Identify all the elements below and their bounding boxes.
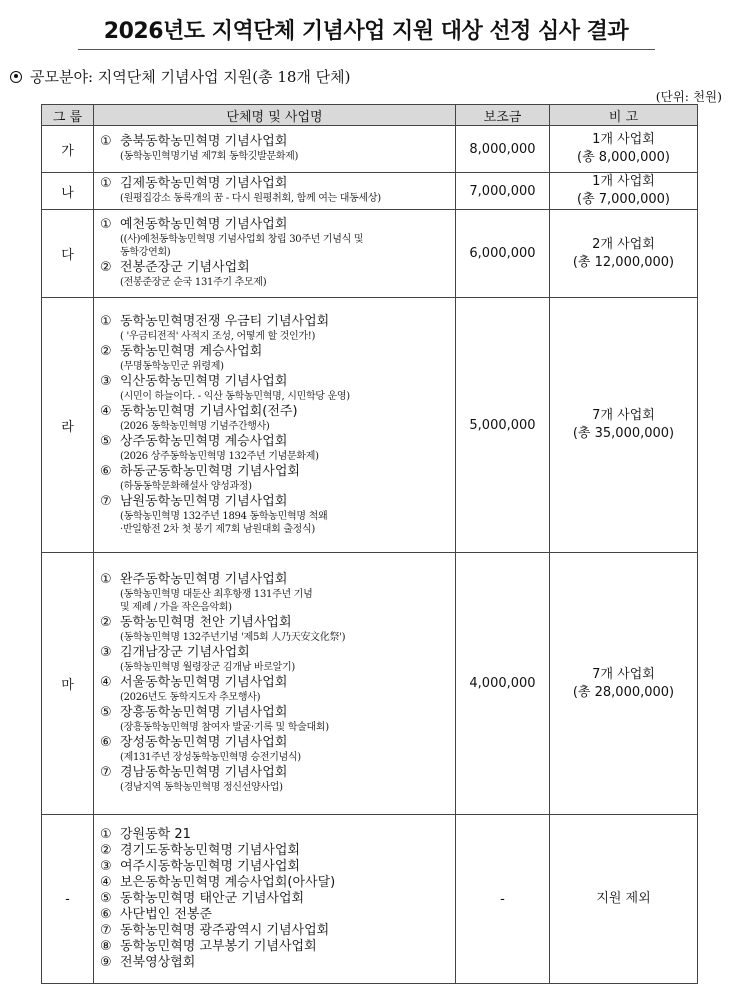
organization-item: [100, 615, 451, 631]
organization-name: 완주동학농민혁명 기념사업회: [120, 572, 288, 587]
group-cell: 라: [42, 298, 94, 553]
organization-name: 남원동학농민혁명 기념사업회: [120, 493, 288, 509]
remarks-cell: [550, 173, 698, 210]
item-number: ④: [100, 875, 112, 890]
organization-name: 경남동학농민혁명 기념사업회: [120, 765, 288, 780]
unit-label: (단위: 천원): [655, 89, 722, 104]
item-number: ⑤: [100, 433, 112, 449]
organization-name: 동학농민혁명 계승사업회: [120, 343, 263, 359]
organizations-cell: [94, 126, 456, 173]
header-remarks: 비 고: [550, 105, 698, 126]
project-name: (하동동학문화해설사 양성과정): [120, 480, 252, 492]
organization-item: [100, 374, 451, 390]
item-number: ①: [100, 572, 112, 587]
header-subsidy: 보조금: [456, 105, 550, 126]
category-line: [10, 66, 351, 87]
table-row: [42, 126, 698, 173]
organization-item: [100, 765, 451, 781]
organization-item: [100, 675, 451, 691]
item-number: ⑥: [100, 907, 112, 922]
project-name: ((사)예천동학농민혁명 기념사업회 창립 30주년 기념식 및 동학강연회): [120, 234, 364, 258]
organization-name: 동학농민혁명전쟁 우금티 기념사업회: [120, 313, 330, 329]
organization-name: 익산동학농민혁명 기념사업회: [120, 373, 288, 389]
project-name: (2026 상주동학농민혁명 132주년 기념문화제): [120, 450, 319, 462]
organization-item: [100, 843, 451, 859]
organization-name: 김개남장군 기념사업회: [120, 645, 250, 660]
organization-name: 장흥동학농민혁명 기념사업회: [120, 705, 288, 720]
organization-name: 동학농민혁명 기념사업회(전주): [120, 403, 298, 419]
organization-item: [100, 923, 451, 939]
organization-name: 사단법인 전봉준: [120, 907, 213, 922]
header-organization: 단체명 및 사업명: [94, 105, 456, 126]
project-name: (동학농민혁명 대둔산 최후항쟁 131주년 기념 및 제례 / 가을 작은음악회): [120, 589, 313, 613]
item-number: ①: [100, 134, 112, 149]
organization-item: [100, 955, 451, 971]
organization-item: [100, 939, 451, 955]
results-table: [41, 104, 698, 984]
remarks-cell: [550, 298, 698, 553]
group-cell: 가: [42, 126, 94, 173]
project-name: (동학농민혁명기념 제7회 동학깃발문화제): [120, 151, 299, 162]
organization-item: [100, 875, 451, 891]
subsidy-cell: 7,000,000: [456, 173, 550, 210]
project-name: (장흥동학농민혁명 참여자 발굴·기록 및 학술대회): [120, 722, 329, 733]
organization-item: [100, 907, 451, 923]
table-row: [42, 815, 698, 984]
item-number: ③: [100, 373, 112, 389]
table-row: [42, 210, 698, 298]
organization-name: 상주동학농민혁명 계승사업회: [120, 433, 288, 449]
group-cell: -: [42, 815, 94, 984]
item-number: ⑨: [100, 955, 112, 970]
table-row: [42, 298, 698, 553]
organization-item: [100, 494, 451, 510]
table-row: [42, 173, 698, 210]
project-name: (경남지역 동학농민혁명 정신선양사업): [120, 782, 283, 793]
organization-item: [100, 134, 451, 150]
organization-item: [100, 891, 451, 907]
remarks-text: 1개 사업회 (총 8,000,000): [577, 132, 670, 165]
item-number: ⑦: [100, 493, 112, 509]
organization-name: 동학농민혁명 천안 기념사업회: [120, 615, 292, 630]
organizations-cell: [94, 553, 456, 815]
organization-name: 김제동학농민혁명 기념사업회: [120, 176, 288, 191]
organization-name: 장성동학농민혁명 기념사업회: [120, 735, 288, 750]
subsidy-cell: 5,000,000: [456, 298, 550, 553]
subsidy-cell: 8,000,000: [456, 126, 550, 173]
item-number: ①: [100, 176, 112, 191]
organization-name: 서울동학농민혁명 기념사업회: [120, 675, 288, 690]
organizations-cell: [94, 173, 456, 210]
project-name: (동학농민혁명 월령장군 김개남 바로알기): [120, 662, 295, 673]
remarks-cell: [550, 210, 698, 298]
item-number: ⑦: [100, 923, 112, 938]
project-name: (전봉준장군 순국 131주기 추모제): [120, 277, 267, 288]
project-name: (동학농민혁명 132주년 1894 동학농민혁명 척왜 ·반일항전 2차 첫 봉기 제7회 남원대회 출정식): [120, 510, 328, 535]
project-name: (2026 동학농민혁명 기념주간행사): [120, 420, 270, 432]
organization-name: 전북영상협회: [120, 955, 196, 970]
remarks-text: 7개 사업회 (총 28,000,000): [572, 666, 675, 700]
organization-name: 전봉준장군 기념사업회: [120, 260, 250, 275]
organizations-cell: [94, 815, 456, 984]
organizations-cell: [94, 298, 456, 553]
item-number: ②: [100, 615, 112, 630]
item-number: ②: [100, 343, 112, 359]
group-cell: 마: [42, 553, 94, 815]
organizations-cell: [94, 210, 456, 298]
item-number: ④: [100, 403, 112, 419]
item-number: ④: [100, 675, 112, 690]
organization-item: [100, 344, 451, 360]
organization-item: [100, 572, 451, 588]
organization-name: 경기도동학농민혁명 기념사업회: [120, 843, 300, 858]
organization-name: 보은동학농민혁명 계승사업회(아사달): [120, 875, 336, 890]
project-name: (동학농민혁명 132주년기념 '제5회 人乃天安文化祭'): [120, 632, 346, 643]
organization-item: [100, 217, 451, 233]
remarks-text: 1개 사업회 (총 7,000,000): [577, 174, 670, 207]
group-cell: 다: [42, 210, 94, 298]
item-number: ⑤: [100, 891, 112, 906]
item-number: ⑤: [100, 705, 112, 720]
project-name: ( '우금티전적' 사적지 조성, 어떻게 할 것인가!): [120, 330, 316, 342]
title-underline: [78, 49, 655, 50]
remarks-cell: [550, 815, 698, 984]
project-name: (원평집강소 동록개의 꿈 - 다시 원평취회, 함께 여는 대동세상): [120, 193, 381, 204]
organization-item: [100, 434, 451, 450]
subsidy-cell: -: [456, 815, 550, 984]
item-number: ③: [100, 645, 112, 660]
organization-name: 강원동학 21: [120, 827, 191, 842]
remarks-text: 지원 제외: [596, 891, 651, 906]
table-header-row: [42, 105, 698, 126]
group-cell: 나: [42, 173, 94, 210]
organization-name: 충북동학농민혁명 기념사업회: [120, 134, 288, 149]
organization-name: 동학농민혁명 고부봉기 기념사업회: [120, 939, 317, 954]
organization-item: [100, 464, 451, 480]
project-name: (시민이 하늘이다. - 익산 동학농민혁명, 시민학당 운영): [120, 390, 350, 402]
item-number: ①: [100, 217, 112, 232]
organization-item: [100, 735, 451, 751]
page-title: 2026년도 지역단체 기념사업 지원 대상 선정 심사 결과: [103, 19, 629, 44]
item-number: ⑥: [100, 463, 112, 479]
remarks-cell: [550, 126, 698, 173]
subsidy-cell: 6,000,000: [456, 210, 550, 298]
table-row: [42, 553, 698, 815]
organization-name: 하동군동학농민혁명 기념사업회: [120, 463, 300, 479]
organization-item: [100, 645, 451, 661]
item-number: ①: [100, 827, 112, 842]
item-number: ①: [100, 313, 112, 329]
remarks-text: 2개 사업회 (총 12,000,000): [572, 236, 675, 270]
project-name: (무명동학농민군 위령제): [120, 360, 224, 372]
organization-name: 동학농민혁명 광주광역시 기념사업회: [120, 923, 330, 938]
subsidy-cell: 4,000,000: [456, 553, 550, 815]
item-number: ②: [100, 260, 112, 275]
organization-name: 여주시동학농민혁명 기념사업회: [120, 859, 300, 874]
project-name: (제131주년 장성동학농민혁명 승전기념식): [120, 752, 301, 763]
organization-item: [100, 260, 451, 276]
category-text: 공모분야: 지역단체 기념사업 지원(총 18개 단체): [30, 68, 351, 86]
organization-item: [100, 827, 451, 843]
project-name: (2026년도 동학지도자 추모행사): [120, 692, 261, 703]
organization-item: [100, 859, 451, 875]
organization-item: [100, 176, 451, 192]
target-bullet-icon: [10, 71, 22, 83]
organization-name: 예천동학농민혁명 기념사업회: [120, 217, 288, 232]
organization-item: [100, 705, 451, 721]
remarks-cell: [550, 553, 698, 815]
organization-name: 동학농민혁명 태안군 기념사업회: [120, 891, 305, 906]
item-number: ⑥: [100, 735, 112, 750]
organization-item: [100, 314, 451, 330]
item-number: ⑧: [100, 939, 112, 954]
remarks-text: 7개 사업회 (총 35,000,000): [572, 408, 675, 441]
item-number: ③: [100, 859, 112, 874]
item-number: ⑦: [100, 765, 112, 780]
item-number: ②: [100, 843, 112, 858]
organization-item: [100, 404, 451, 420]
header-group: 그 룹: [42, 105, 94, 126]
